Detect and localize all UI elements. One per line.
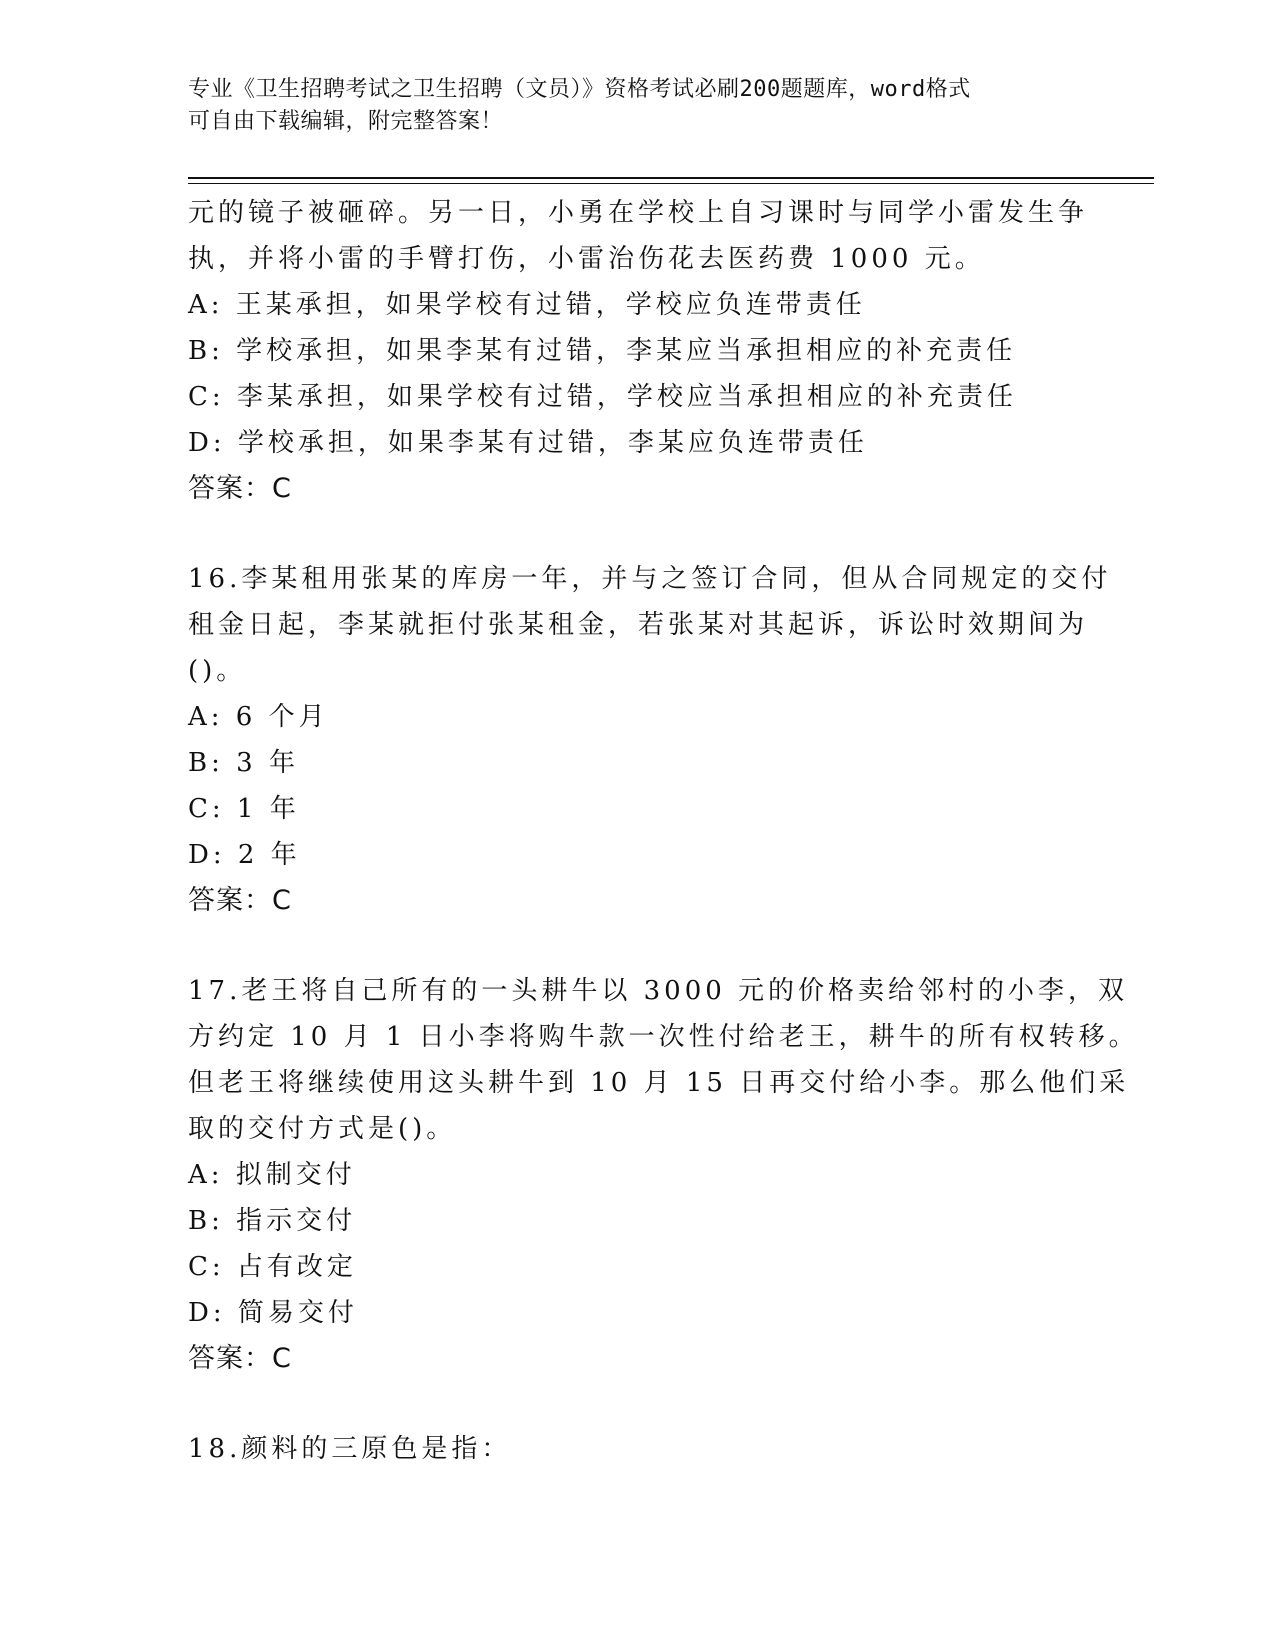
header-line-2: 可自由下载编辑，附完整答案！ bbox=[188, 109, 504, 134]
option-c: C: 李某承担，如果学校有过错，学校应当承担相应的补充责任 bbox=[188, 382, 1017, 412]
header-line-1: 专业《卫生招聘考试之卫生招聘（文员）》资格考试必刷200题题库，word格式 bbox=[188, 77, 971, 102]
question-text-line: 16.李某租用张某的库房一年，并与之签订合同，但从合同规定的交付 bbox=[188, 564, 1112, 594]
option-b: B: 3 年 bbox=[188, 748, 299, 778]
question-text-line: 元的镜子被砸碎。另一日，小勇在学校上自习课时与同学小雷发生争 bbox=[188, 198, 1089, 228]
question-18 bbox=[188, 1426, 1088, 1472]
option-d: D: 简易交付 bbox=[188, 1298, 358, 1328]
option-d: D: 2 年 bbox=[188, 840, 301, 870]
option-d: D: 学校承担，如果李某有过错，李某应负连带责任 bbox=[188, 428, 868, 458]
question-16 bbox=[188, 556, 1112, 924]
question-text-line: 方约定 10 月 1 日小李将购牛款一次性付给老王，耕牛的所有权转移。 bbox=[188, 1022, 1139, 1052]
question-text-line: 执，并将小雷的手臂打伤，小雷治伤花去医药费 1000 元。 bbox=[188, 244, 985, 274]
question-text-line: 17.老王将自己所有的一头耕牛以 3000 元的价格卖给邻村的小李，双 bbox=[188, 976, 1129, 1006]
question-text-line: 取的交付方式是()。 bbox=[188, 1114, 457, 1144]
answer-line: 答案：C bbox=[188, 473, 292, 504]
question-15 bbox=[188, 190, 1088, 512]
page-header bbox=[188, 74, 1088, 138]
answer-line: 答案：C bbox=[188, 885, 292, 916]
option-b: B: 学校承担，如果李某有过错，李某应当承担相应的补充责任 bbox=[188, 336, 1017, 366]
spacer bbox=[188, 924, 1088, 968]
spacer bbox=[188, 512, 1088, 556]
option-c: C: 占有改定 bbox=[188, 1252, 357, 1282]
header-rule-thick bbox=[188, 177, 1154, 179]
option-a: A: 拟制交付 bbox=[188, 1160, 356, 1190]
option-a: A: 6 个月 bbox=[188, 702, 329, 732]
question-text-line: 租金日起，李某就拒付张某租金，若张某对其起诉，诉讼时效期间为 bbox=[188, 610, 1089, 640]
question-17 bbox=[188, 968, 1139, 1382]
question-text-line: ()。 bbox=[188, 656, 247, 686]
spacer bbox=[188, 1382, 1088, 1426]
header-rule-thin bbox=[188, 183, 1154, 184]
option-a: A: 王某承担，如果学校有过错，学校应负连带责任 bbox=[188, 290, 866, 320]
question-text-line: 但老王将继续使用这头耕牛到 10 月 15 日再交付给小李。那么他们采 bbox=[188, 1068, 1130, 1098]
question-text-line: 18.颜料的三原色是指： bbox=[188, 1434, 512, 1464]
option-c: C: 1 年 bbox=[188, 794, 300, 824]
document-body bbox=[188, 190, 1139, 1472]
answer-line: 答案：C bbox=[188, 1343, 292, 1374]
option-b: B: 指示交付 bbox=[188, 1206, 357, 1236]
